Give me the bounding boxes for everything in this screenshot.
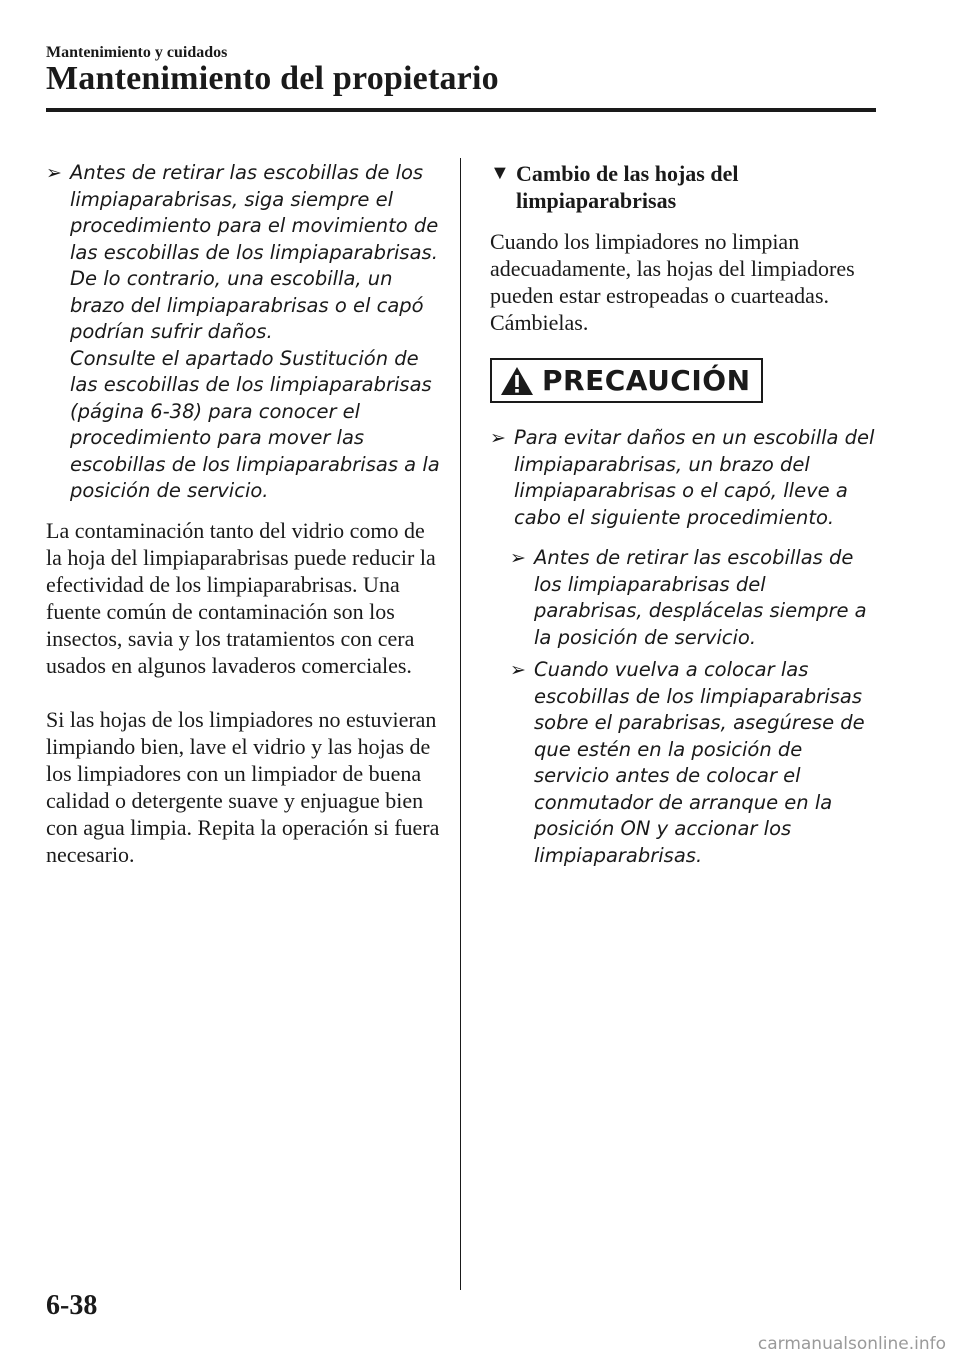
section-heading-text: Cambio de las hojas del limpiaparabrisas: [516, 161, 739, 213]
caution-sub-note-text: Cuando vuelva a colocar las escobillas de los limpiaparabrisas sobre el parabrisas, asegúrese de que estén en la posición de servicio antes de colocar el conmutador de arranque en la posición ON y accionar los limpiaparabrisas.: [534, 658, 865, 867]
arrow-bullet-icon: ➢: [510, 547, 526, 569]
triangle-down-icon: ▼: [490, 162, 510, 184]
caution-box: [490, 358, 763, 403]
caution-label: PRECAUCIÓN: [542, 364, 751, 397]
caution-sub-note-text: Antes de retirar las escobillas de los limpiaparabrisas del parabrisas, desplácelas siempre a la posición de servicio.: [534, 546, 867, 649]
column-divider: [460, 158, 461, 1290]
title-rule: [46, 108, 876, 112]
arrow-bullet-icon: ➢: [46, 162, 62, 184]
caution-note: [490, 425, 880, 531]
warning-triangle-icon: [500, 366, 534, 396]
caution-sub-note: [510, 657, 880, 869]
caution-sub-note: [510, 545, 880, 651]
page-number: 6-38: [46, 1290, 98, 1321]
arrow-bullet-icon: ➢: [490, 427, 506, 449]
watermark: carmanualsonline.info: [757, 1334, 946, 1354]
caution-note-text: Para evitar daños en un escobilla del limpiaparabrisas, un brazo del limpiaparabrisas o el capó, lleve a cabo el siguiente procedimiento.: [514, 426, 875, 529]
page-title: Mantenimiento del propietario: [46, 60, 499, 97]
left-column: [46, 160, 441, 868]
note-block: [46, 160, 441, 505]
body-paragraph: La contaminación tanto del vidrio como de la hoja del limpiaparabrisas puede reducir la efectividad de los limpiaparabrisas. Una fuente común de contaminación son los insectos, savia y los tratamientos con cera usados en algunos lavaderos comerciales.: [46, 517, 436, 678]
body-paragraph: Si las hojas de los limpiadores no estuvieran limpiando bien, lave el vidrio y las hojas de los limpiadores con un limpiador de buena calidad o detergente suave y enjuague bien con agua limpia. Repita la operación si fuera necesario.: [46, 706, 440, 867]
section-label: Mantenimiento y cuidados: [46, 44, 228, 61]
note-paragraph: Consulte el apartado Sustitución de las escobillas de los limpiaparabrisas (página 6-38) para conocer el procedimiento para mover las escobillas de los limpiaparabrisas a la posición de servicio.: [70, 346, 440, 502]
arrow-bullet-icon: ➢: [510, 659, 526, 681]
body-paragraph: Cuando los limpiadores no limpian adecuadamente, las hojas del limpiadores pueden estar estropeadas o cuarteadas. Cámbielas.: [490, 229, 855, 335]
note-paragraph: Antes de retirar las escobillas de los limpiaparabrisas, siga siempre el procedimiento para el movimiento de las escobillas de los limpiaparabrisas. De lo contrario, una escobilla, un brazo del limpiaparabrisas o el capó podrían sufrir daños.: [70, 161, 439, 343]
right-column: [490, 160, 880, 869]
section-heading: [490, 160, 880, 214]
